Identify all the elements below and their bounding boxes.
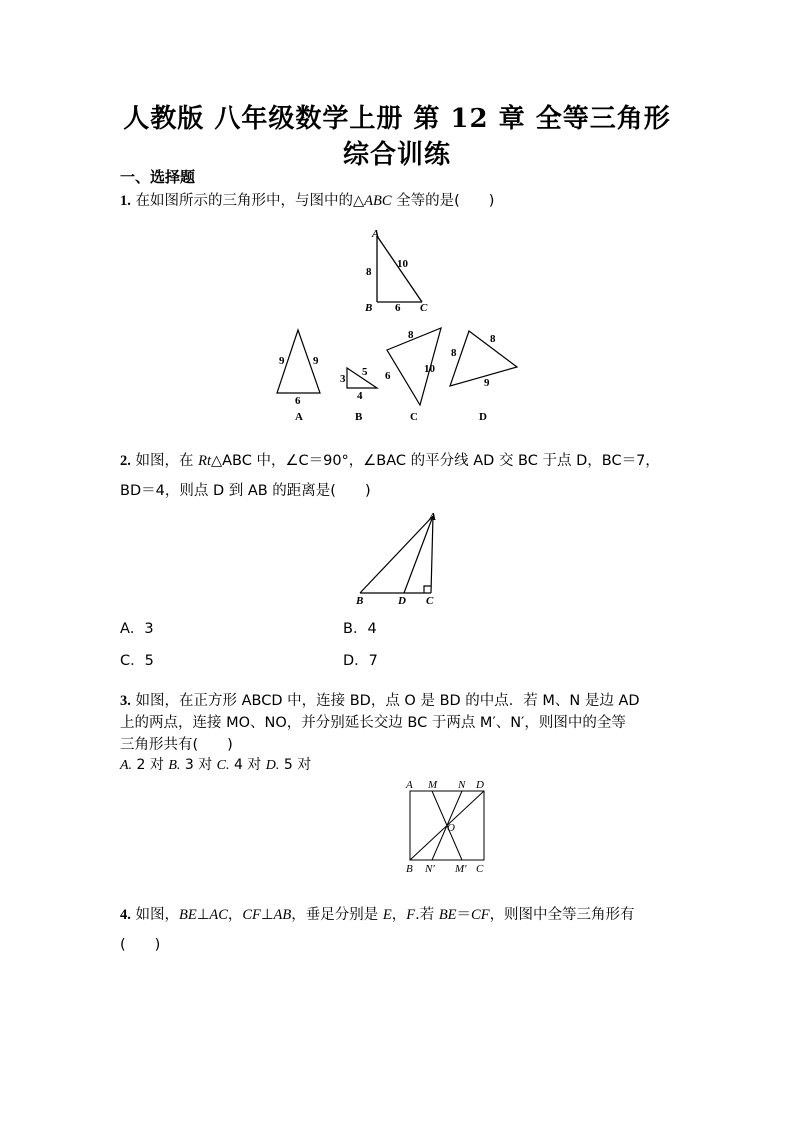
option-b-label: B xyxy=(355,411,363,423)
segment-ad xyxy=(404,516,433,593)
option-c-side-2: 6 xyxy=(385,370,391,382)
doc-title-line1: 人教版 八年级数学上册 第 12 章 全等三角形 xyxy=(123,104,671,134)
option-a-left-side: 9 xyxy=(279,355,285,367)
question-number: 3. xyxy=(120,693,131,709)
question-line: 三角形共有( ) xyxy=(120,737,233,753)
point-m-prime: M′ xyxy=(455,863,467,875)
option-a-label: A xyxy=(295,411,303,423)
point-b: B xyxy=(406,863,413,875)
right-angle-mark xyxy=(424,586,431,593)
option-b-side-1: 3 xyxy=(340,373,346,385)
section-heading: 一、选择题 xyxy=(120,168,196,186)
point-d: D xyxy=(398,595,406,607)
point-b: B xyxy=(356,595,364,607)
point-o: O xyxy=(447,822,455,834)
vertex-a: A xyxy=(372,228,380,240)
option-b-side-2: 5 xyxy=(362,366,368,378)
question-line xyxy=(120,448,680,474)
point-m: M xyxy=(428,779,438,791)
option-b-side-3: 4 xyxy=(357,390,363,402)
option-a-letter[interactable]: A. xyxy=(120,758,133,773)
question-number: 2. xyxy=(120,453,131,469)
option-d-letter[interactable]: D. xyxy=(265,758,280,773)
option-a[interactable]: A．3 xyxy=(120,621,154,637)
segment-be: BE xyxy=(178,907,197,923)
option-d[interactable]: D．7 xyxy=(343,653,378,669)
q1-figure xyxy=(260,222,540,427)
question-3 xyxy=(120,690,680,756)
question-line: 上的两点，连接 MO、NO，并分别延长交边 BC 于两点 M′、N′，则图中的全等 xyxy=(120,715,626,731)
q3-figure xyxy=(400,776,500,876)
option-b-text[interactable]: 3 对 xyxy=(180,757,217,773)
option-d-label: D xyxy=(479,411,487,423)
option-d-side-1: 8 xyxy=(451,347,457,359)
question-4 xyxy=(120,900,680,960)
option-b-letter[interactable]: B. xyxy=(168,758,181,773)
vertex-b: B xyxy=(365,302,373,314)
question-text: 全等的是( ) xyxy=(391,193,495,209)
option-c-side-3: 10 xyxy=(424,363,435,375)
point-c: C xyxy=(476,863,484,875)
option-b[interactable]: B．4 xyxy=(343,621,377,637)
option-c-letter[interactable]: C. xyxy=(216,758,230,773)
question-line xyxy=(120,690,680,712)
question-1 xyxy=(120,188,680,214)
segment-ac: AC xyxy=(209,907,228,923)
question-text: 在如图所示的三角形中，与图中的△ xyxy=(130,193,365,209)
comma: ， xyxy=(227,907,243,923)
point-a: A xyxy=(406,779,413,791)
option-c-label: C xyxy=(410,411,418,423)
question-line: BD＝4，则点 D 到 AB 的距离是( ) xyxy=(120,483,371,499)
perp-symbol: ⊥ xyxy=(196,907,210,923)
point-n-prime: N′ xyxy=(425,863,435,875)
question-text: 如图，在正方形 ABCD 中，连接 BD，点 O 是 BD 的中点．若 M、N 是边 AD xyxy=(130,693,640,709)
length-ac: 10 xyxy=(397,258,408,270)
segment-ac xyxy=(431,516,433,593)
option-d-text[interactable]: 5 对 xyxy=(279,757,312,773)
doc-title-line2: 综合训练 xyxy=(342,140,451,170)
point-f: F xyxy=(406,907,416,923)
option-a-right-side: 9 xyxy=(313,355,319,367)
segment-ab: AB xyxy=(273,907,292,923)
option-a-base: 6 xyxy=(295,395,301,407)
option-c[interactable]: C．5 xyxy=(120,653,154,669)
segment-cf: CF xyxy=(471,907,490,923)
q2-figure xyxy=(350,508,450,608)
point-n: N xyxy=(458,779,466,791)
point-c: C xyxy=(426,595,434,607)
comma: ， xyxy=(391,907,407,923)
question-line xyxy=(120,900,680,930)
question-text: ，垂足分别是 xyxy=(291,907,383,923)
equals: ＝ xyxy=(456,907,472,923)
option-c-text[interactable]: 4 对 xyxy=(229,757,266,773)
option-d-side-3: 9 xyxy=(484,377,490,389)
question-text: .若 xyxy=(415,907,439,923)
answer-blank: ( ) xyxy=(120,937,161,953)
option-c-side-1: 8 xyxy=(408,329,414,341)
question-text: ，则图中全等三角形有 xyxy=(489,907,635,923)
vertex-c: C xyxy=(420,302,428,314)
question-2 xyxy=(120,448,680,504)
length-ab: 8 xyxy=(366,266,372,278)
rt-symbol: Rt xyxy=(198,453,211,469)
point-d: D xyxy=(476,779,484,791)
perp-symbol: ⊥ xyxy=(260,907,274,923)
triangle-name: ABC xyxy=(364,193,392,209)
segment-ab xyxy=(360,516,433,593)
q3-options xyxy=(120,752,680,779)
question-text: 如图，在 xyxy=(130,453,199,469)
segment-cf: CF xyxy=(242,907,261,923)
segment-be: BE xyxy=(438,907,457,923)
question-text: △ABC 中，∠C＝90°，∠BAC 的平分线 AD 交 BC 于点 D，BC＝7， xyxy=(210,453,660,469)
question-text: 如图， xyxy=(130,907,179,923)
question-number: 1. xyxy=(120,193,131,209)
option-d-side-2: 8 xyxy=(490,333,496,345)
point-a: A xyxy=(429,511,437,523)
point-e: E xyxy=(382,907,392,923)
length-bc: 6 xyxy=(395,302,401,314)
option-a-text[interactable]: 2 对 xyxy=(132,757,169,773)
question-number: 4. xyxy=(120,907,131,923)
